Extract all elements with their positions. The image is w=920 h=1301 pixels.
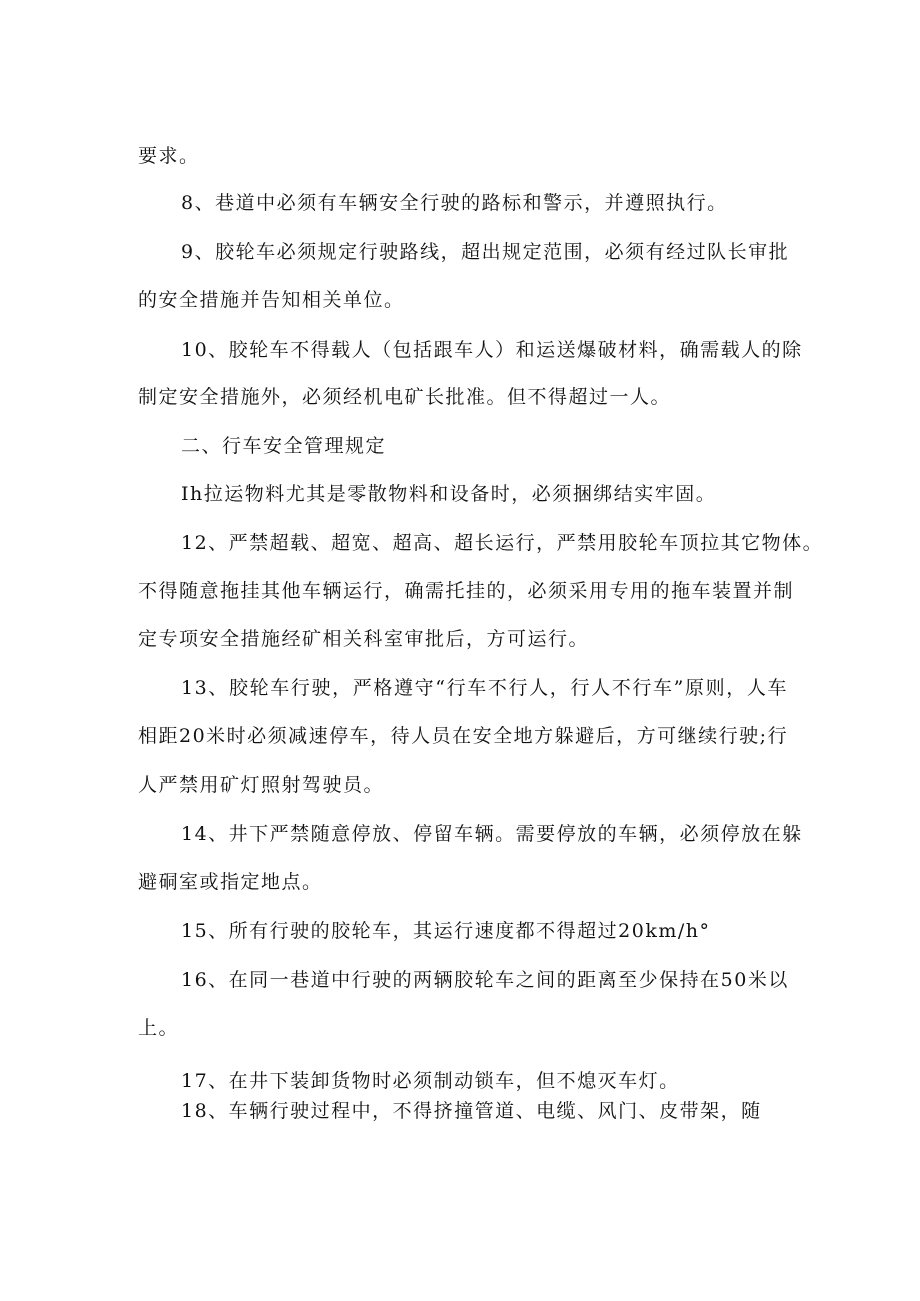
text-line-5: 10、胶轮车不得载人（包括跟车人）和运送爆破材料，确需载人的除 — [181, 339, 803, 361]
text-line-20: 17、在井下装卸货物时必须制动锁车，但不熄灭车灯。 — [181, 1070, 680, 1092]
text-line-15: 14、井下严禁随意停放、停留车辆。需要停放的车辆，必须停放在躲 — [181, 823, 803, 845]
text-line-19: 上。 — [138, 1017, 180, 1039]
text-line-13: 相距20米时必须减速停车，待人员在安全地方躲避后，方可继续行驶;行 — [138, 725, 789, 747]
text-line-9: 12、严禁超载、超宽、超高、超长运行，严禁用胶轮车顶拉其它物体。 — [181, 532, 824, 554]
text-line-18: 16、在同一巷道中行驶的两辆胶轮车之间的距离至少保持在50米以 — [181, 969, 789, 991]
text-line-17: 15、所有行驶的胶轮车，其运行速度都不得超过20km/h° — [181, 920, 711, 942]
text-line-14: 人严禁用矿灯照射驾驶员。 — [138, 774, 385, 796]
text-line-10: 不得随意拖挂其他车辆运行，确需托挂的，必须采用专用的拖车装置并制 — [138, 580, 795, 602]
text-line-21: 18、车辆行驶过程中，不得挤撞管道、电缆、风门、皮带架，随 — [181, 1100, 762, 1122]
text-line-1: 要求。 — [138, 145, 200, 167]
text-line-16: 避硐室或指定地点。 — [138, 871, 323, 893]
text-line-4: 的安全措施并告知相关单位。 — [138, 289, 405, 311]
text-line-8: Ih拉运物料尤其是零散物料和设备时，必须捆绑结实牢固。 — [181, 483, 717, 505]
text-line-3: 9、胶轮车必须规定行驶路线，超出规定范围，必须有经过队长审批 — [181, 241, 790, 263]
text-line-12: 13、胶轮车行驶，严格遵守“行车不行人，行人不行车”原则，人车 — [181, 677, 788, 699]
text-line-2: 8、巷道中必须有车辆安全行驶的路标和警示，并遵照执行。 — [181, 192, 728, 214]
text-line-11: 定专项安全措施经矿相关科室审批后，方可运行。 — [138, 628, 590, 650]
text-line-6: 制定安全措施外，必须经机电矿长批准。但不得超过一人。 — [138, 386, 672, 408]
section-heading: 二、行车安全管理规定 — [181, 435, 387, 457]
